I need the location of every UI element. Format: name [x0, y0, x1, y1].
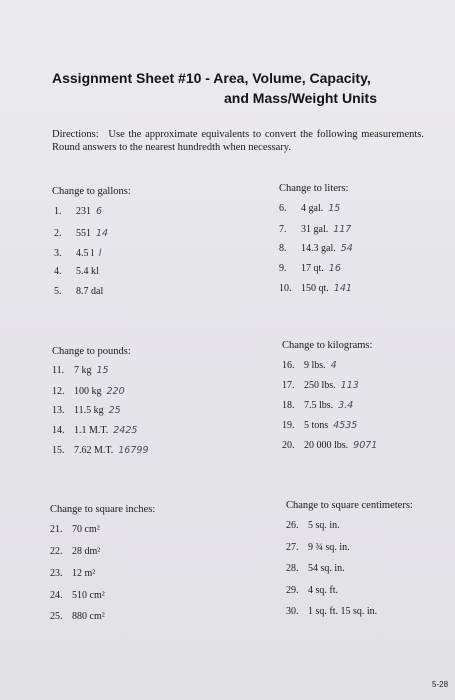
- question-19: [282, 420, 357, 431]
- title-line-2: and Mass/Weight Units: [224, 90, 377, 106]
- question-number: 17.: [282, 380, 295, 391]
- handwritten-answer: l: [98, 248, 102, 259]
- question-number: 20.: [282, 440, 295, 451]
- question-27: [286, 542, 350, 553]
- question-number: 30.: [286, 606, 299, 617]
- question-number: 6.: [279, 203, 287, 214]
- question-9: [279, 263, 341, 274]
- question-23: [50, 568, 95, 579]
- question-30: [286, 606, 377, 617]
- question-17: [282, 380, 359, 391]
- handwritten-answer: 141: [333, 283, 352, 294]
- section-heading-gallons: Change to gallons:: [52, 186, 131, 197]
- handwritten-answer: 3.4: [338, 400, 354, 411]
- question-number: 3.: [54, 248, 62, 259]
- question-text: 11.5 kg: [74, 405, 104, 416]
- question-text: 7.5 lbs.: [304, 400, 334, 411]
- question-2: [54, 228, 108, 239]
- directions: [52, 128, 424, 154]
- handwritten-answer: 16: [328, 263, 341, 274]
- question-3: [54, 248, 101, 259]
- section-heading-square-inches: Change to square inches:: [50, 504, 156, 515]
- question-number: 21.: [50, 524, 63, 535]
- question-text: 880 cm²: [72, 611, 105, 622]
- question-text: 8.7 dal: [76, 286, 104, 297]
- question-text: 1 sq. ft. 15 sq. in.: [308, 606, 378, 617]
- question-18: [282, 400, 353, 411]
- question-text: 100 kg: [74, 386, 102, 397]
- handwritten-answer: 117: [333, 224, 352, 235]
- question-number: 23.: [50, 568, 63, 579]
- question-8: [279, 243, 353, 254]
- question-text: 9 ¾ sq. in.: [308, 542, 350, 553]
- section-heading-square-centimeters: Change to square centimeters:: [286, 500, 413, 511]
- question-text: 1.1 M.T.: [74, 425, 109, 436]
- page-number: 5-28: [432, 680, 449, 689]
- section-heading-liters: Change to liters:: [279, 183, 349, 194]
- title-line-1: Assignment Sheet #10 - Area, Volume, Capacity,: [52, 70, 371, 86]
- question-1: [54, 206, 102, 217]
- question-15: [52, 445, 149, 456]
- question-text: 31 gal.: [301, 224, 329, 235]
- handwritten-answer: 14: [96, 228, 109, 239]
- question-number: 12.: [52, 386, 65, 397]
- question-number: 1.: [54, 206, 62, 217]
- handwritten-answer: 6: [96, 206, 103, 217]
- question-number: 14.: [52, 425, 65, 436]
- question-number: 22.: [50, 546, 63, 557]
- handwritten-answer: 2425: [113, 425, 138, 436]
- question-text: 7 kg: [74, 365, 92, 376]
- page-title: [52, 68, 402, 108]
- question-number: 13.: [52, 405, 65, 416]
- question-text: 17 qt.: [301, 263, 324, 274]
- question-text: 5.4 kl: [76, 266, 99, 277]
- question-number: 8.: [279, 243, 287, 254]
- question-6: [279, 203, 340, 214]
- question-24: [50, 590, 105, 601]
- question-number: 7.: [279, 224, 287, 235]
- question-number: 16.: [282, 360, 295, 371]
- question-number: 10.: [279, 283, 292, 294]
- question-5: [54, 286, 103, 297]
- question-number: 29.: [286, 585, 299, 596]
- question-text: 7.62 M.T.: [74, 445, 114, 456]
- question-text: 551: [76, 228, 91, 239]
- question-text: 4 sq. ft.: [308, 585, 338, 596]
- question-14: [52, 425, 137, 436]
- handwritten-answer: 25: [108, 405, 121, 416]
- question-text: 231: [76, 206, 91, 217]
- question-12: [52, 386, 125, 397]
- question-16: [282, 360, 337, 371]
- question-25: [50, 611, 105, 622]
- question-11: [52, 365, 109, 376]
- question-number: 24.: [50, 590, 63, 601]
- question-4: [54, 266, 99, 277]
- question-text: 20 000 lbs.: [304, 440, 349, 451]
- question-text: 4 gal.: [301, 203, 324, 214]
- question-text: 9 lbs.: [304, 360, 326, 371]
- question-28: [286, 563, 345, 574]
- question-text: 4.5 l: [76, 248, 94, 259]
- question-10: [279, 283, 352, 294]
- handwritten-answer: 54: [340, 243, 353, 254]
- question-text: 14.3 gal.: [301, 243, 336, 254]
- question-text: 70 cm²: [72, 524, 100, 535]
- handwritten-answer: 4535: [333, 420, 358, 431]
- question-number: 9.: [279, 263, 287, 274]
- question-7: [279, 224, 351, 235]
- question-number: 5.: [54, 286, 62, 297]
- question-number: 15.: [52, 445, 65, 456]
- question-number: 18.: [282, 400, 295, 411]
- question-text: 5 tons: [304, 420, 329, 431]
- handwritten-answer: 4: [330, 360, 337, 371]
- section-heading-pounds: Change to pounds:: [52, 346, 131, 357]
- handwritten-answer: 9071: [353, 440, 378, 451]
- handwritten-answer: 16799: [118, 445, 149, 456]
- section-heading-kilograms: Change to kilograms:: [282, 340, 373, 351]
- question-text: 28 dm²: [72, 546, 101, 557]
- question-number: 2.: [54, 228, 62, 239]
- question-20: [282, 440, 377, 451]
- question-number: 27.: [286, 542, 299, 553]
- handwritten-answer: 113: [340, 380, 359, 391]
- question-text: 5 sq. in.: [308, 520, 340, 531]
- question-number: 25.: [50, 611, 63, 622]
- handwritten-answer: 220: [106, 386, 125, 397]
- question-number: 26.: [286, 520, 299, 531]
- question-text: 12 m²: [72, 568, 96, 579]
- directions-text: Use the approximate equivalents to convert the following measurements. Round answers to the nearest hundredth when necessary.: [52, 129, 424, 153]
- question-text: 150 qt.: [301, 283, 329, 294]
- question-text: 54 sq. in.: [308, 563, 345, 574]
- question-21: [50, 524, 100, 535]
- question-13: [52, 405, 121, 416]
- question-number: 4.: [54, 266, 62, 277]
- handwritten-answer: 15: [96, 365, 109, 376]
- handwritten-answer: 15: [328, 203, 341, 214]
- directions-label: Directions:: [52, 129, 99, 140]
- question-number: 28.: [286, 563, 299, 574]
- question-text: 250 lbs.: [304, 380, 336, 391]
- question-number: 11.: [52, 365, 65, 376]
- question-22: [50, 546, 100, 557]
- question-number: 19.: [282, 420, 295, 431]
- question-text: 510 cm²: [72, 590, 105, 601]
- question-29: [286, 585, 338, 596]
- question-26: [286, 520, 340, 531]
